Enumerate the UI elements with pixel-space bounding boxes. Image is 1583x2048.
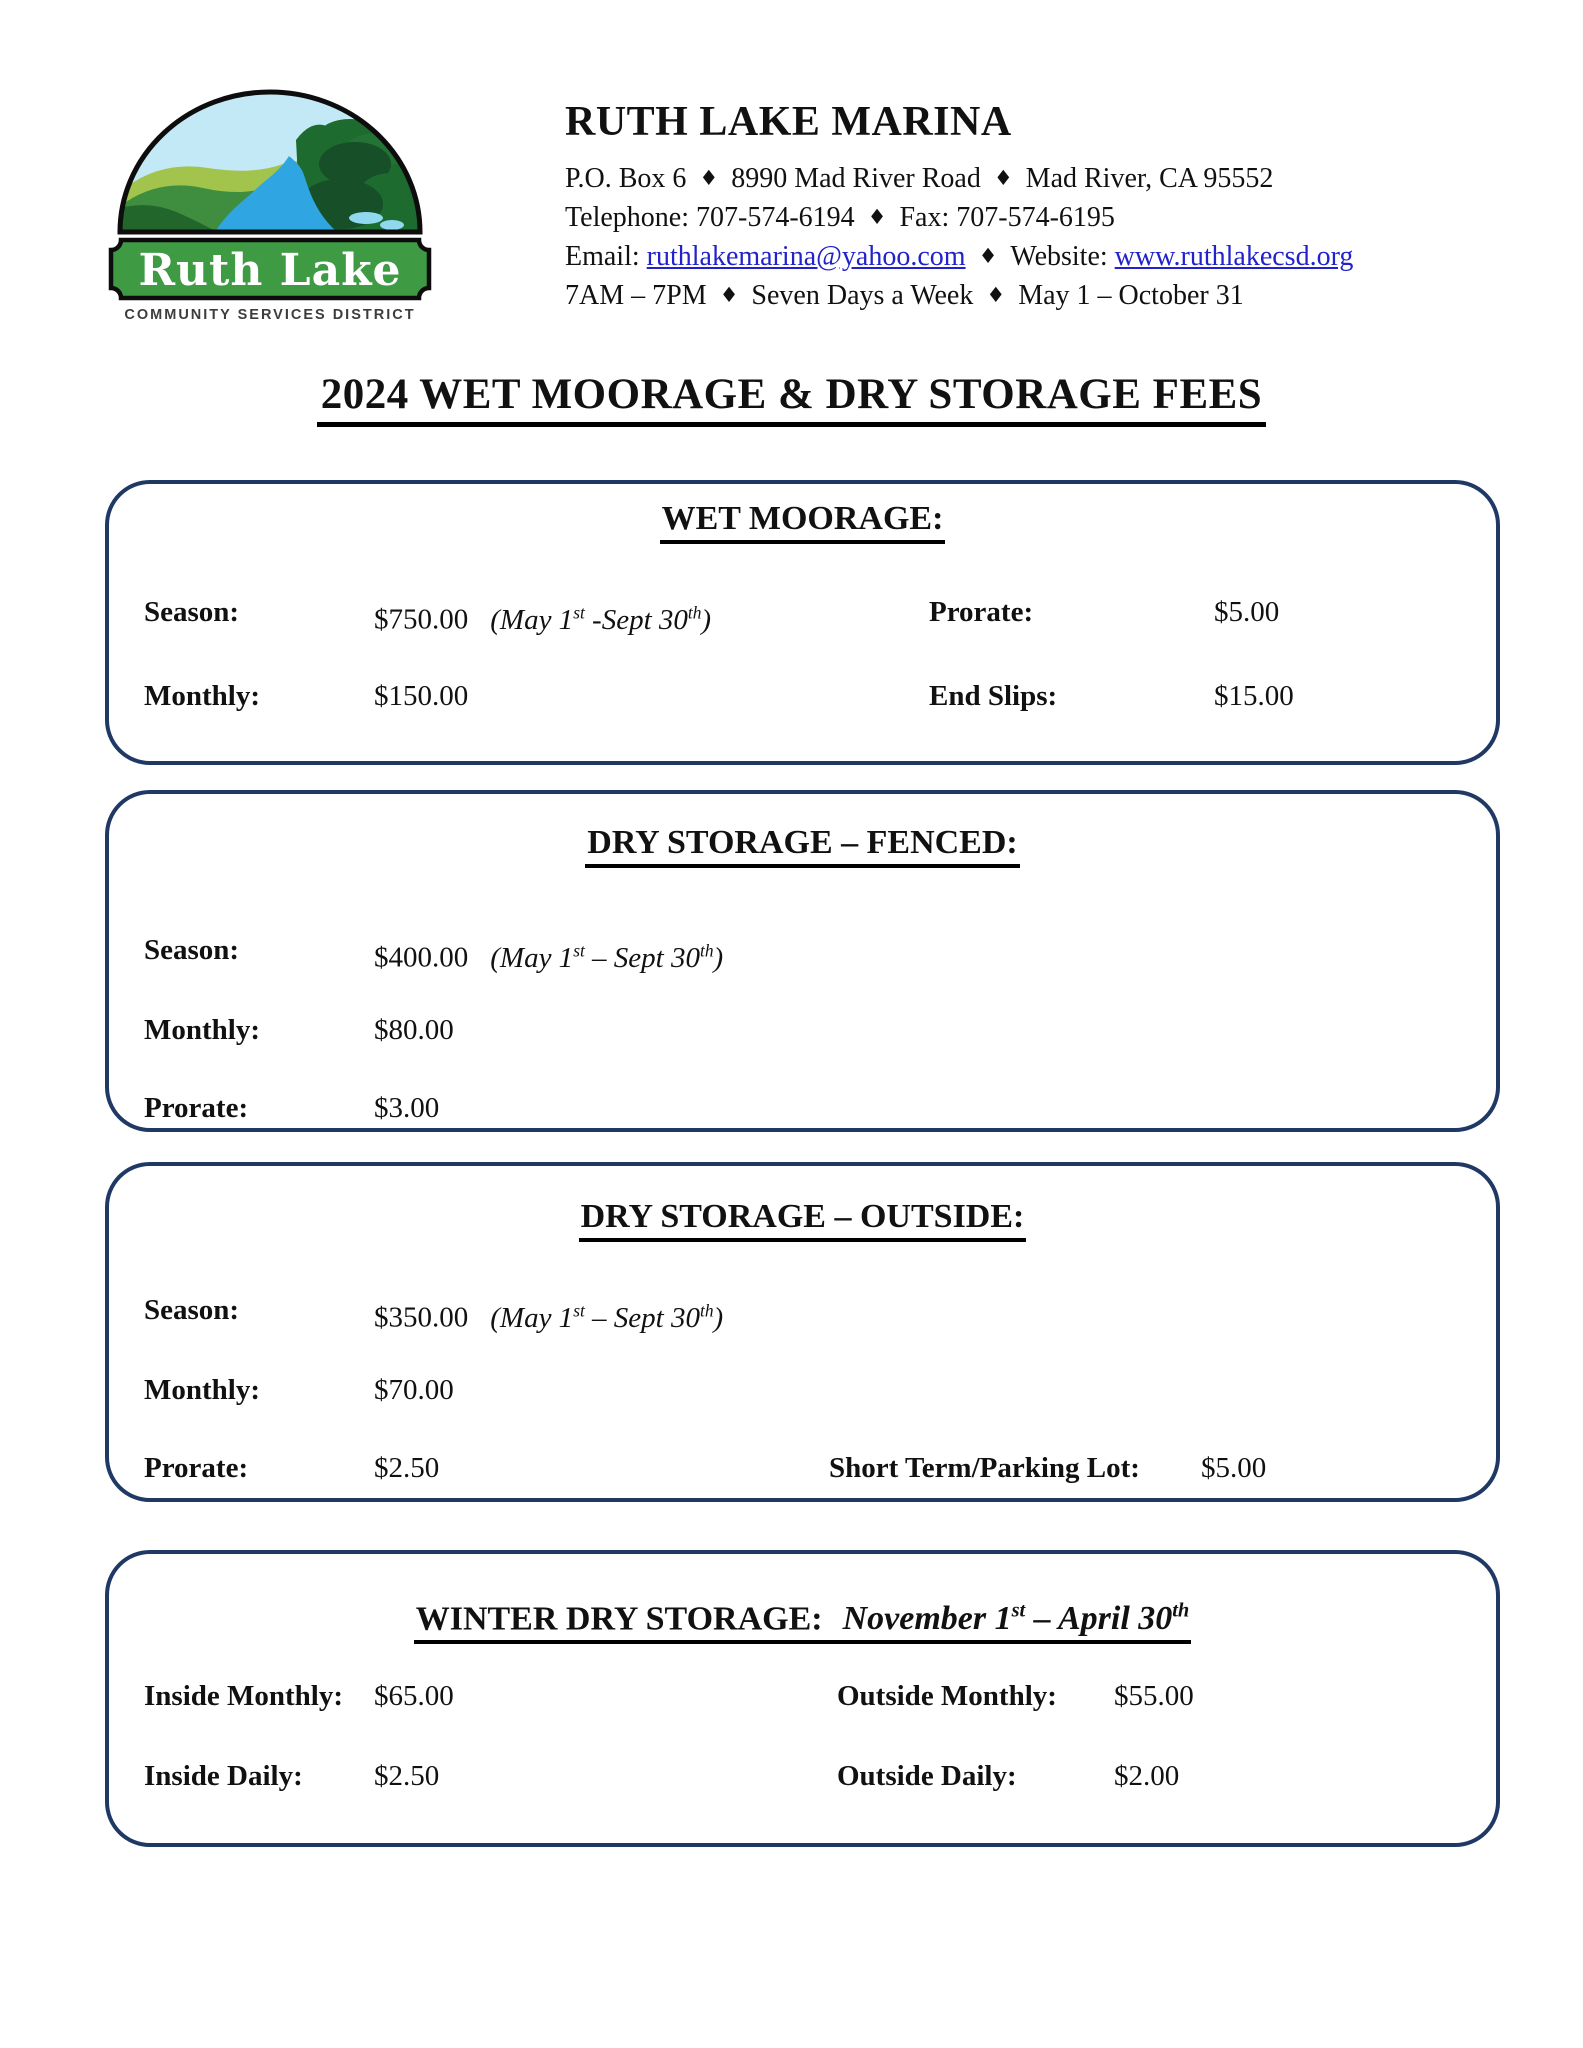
letterhead (565, 100, 1525, 316)
logo-subtext: COMMUNITY SERVICES DISTRICT (124, 307, 416, 322)
season-note: (May 1st -Sept 30th) (490, 602, 712, 636)
days: Seven Days a Week (751, 280, 974, 312)
season-value-group (374, 1292, 723, 1336)
telephone: Telephone: 707-574-6194 (565, 202, 855, 234)
email-link[interactable]: ruthlakemarina@yahoo.com (646, 241, 966, 273)
diamond-separator-icon: ♦ (978, 244, 998, 269)
short-term-value: $5.00 (1201, 1452, 1267, 1484)
address-line (565, 160, 1525, 199)
prorate-label: Prorate: (929, 596, 1034, 628)
logo-banner-text: Ruth Lake (138, 245, 402, 296)
monthly-label: Monthly: (144, 680, 260, 712)
season-value: $750.00 (374, 603, 469, 636)
season-value-group (374, 932, 723, 976)
street-address: 8990 Mad River Road (731, 163, 981, 195)
diamond-separator-icon: ♦ (993, 166, 1013, 191)
season-value: $350.00 (374, 1301, 469, 1334)
winter-heading-date: November 1st – April 30th (842, 1600, 1190, 1638)
prorate-label: Prorate: (144, 1452, 249, 1484)
dry-storage-fenced-heading: DRY STORAGE – FENCED: (109, 824, 1496, 868)
diamond-separator-icon: ♦ (719, 283, 739, 308)
dry-storage-fenced-box (105, 790, 1500, 1132)
season-value-group (374, 594, 711, 638)
phone-line (565, 199, 1525, 238)
email-label: Email: (565, 241, 647, 273)
prorate-value: $3.00 (374, 1092, 440, 1124)
inside-monthly-value: $65.00 (374, 1680, 454, 1712)
website-link[interactable]: www.ruthlakecsd.org (1114, 241, 1354, 273)
season-label: Season: (144, 1294, 240, 1326)
wet-moorage-box (105, 480, 1500, 765)
monthly-value: $150.00 (374, 680, 469, 712)
dry-storage-outside-heading: DRY STORAGE – OUTSIDE: (109, 1198, 1496, 1242)
fax: Fax: 707-574-6195 (899, 202, 1115, 234)
season-dates: May 1 – October 31 (1018, 280, 1244, 312)
monthly-label: Monthly: (144, 1374, 260, 1406)
ruth-lake-logo (103, 72, 437, 322)
outside-monthly-label: Outside Monthly: (837, 1680, 1057, 1712)
website-label: Website: (1010, 241, 1115, 273)
winter-dry-storage-box (105, 1550, 1500, 1847)
outside-daily-label: Outside Daily: (837, 1760, 1017, 1792)
inside-monthly-label: Inside Monthly: (144, 1680, 344, 1712)
hours: 7AM – 7PM (565, 280, 707, 312)
email-website-line (565, 238, 1525, 277)
org-name: RUTH LAKE MARINA (565, 99, 1012, 145)
po-box: P.O. Box 6 (565, 163, 687, 195)
season-value: $400.00 (374, 941, 469, 974)
inside-daily-label: Inside Daily: (144, 1760, 303, 1792)
season-label: Season: (144, 596, 240, 628)
season-label: Season: (144, 934, 240, 966)
diamond-separator-icon: ♦ (867, 205, 887, 230)
season-note: (May 1st – Sept 30th) (490, 940, 724, 974)
prorate-value: $5.00 (1214, 596, 1280, 628)
lake-scene-icon (120, 92, 423, 237)
winter-heading-main: WINTER DRY STORAGE: (415, 1600, 823, 1638)
city-state-zip: Mad River, CA 95552 (1025, 163, 1274, 195)
end-slips-label: End Slips: (929, 680, 1058, 712)
title-wrap (0, 370, 1583, 427)
monthly-label: Monthly: (144, 1014, 260, 1046)
monthly-value: $80.00 (374, 1014, 454, 1046)
outside-daily-value: $2.00 (1114, 1760, 1180, 1792)
page-title: 2024 WET MOORAGE & DRY STORAGE FEES (317, 370, 1266, 427)
prorate-value: $2.50 (374, 1452, 440, 1484)
prorate-label: Prorate: (144, 1092, 249, 1124)
short-term-label: Short Term/Parking Lot: (829, 1452, 1140, 1484)
inside-daily-value: $2.50 (374, 1760, 440, 1792)
dry-storage-outside-box (105, 1162, 1500, 1502)
diamond-separator-icon: ♦ (986, 283, 1006, 308)
end-slips-value: $15.00 (1214, 680, 1294, 712)
monthly-value: $70.00 (374, 1374, 454, 1406)
hours-line (565, 277, 1525, 316)
winter-dry-storage-heading (109, 1600, 1496, 1644)
outside-monthly-value: $55.00 (1114, 1680, 1194, 1712)
logo-banner (111, 240, 429, 298)
season-note: (May 1st – Sept 30th) (490, 1300, 724, 1334)
wet-moorage-heading: WET MOORAGE: (109, 500, 1496, 544)
diamond-separator-icon: ♦ (699, 166, 719, 191)
